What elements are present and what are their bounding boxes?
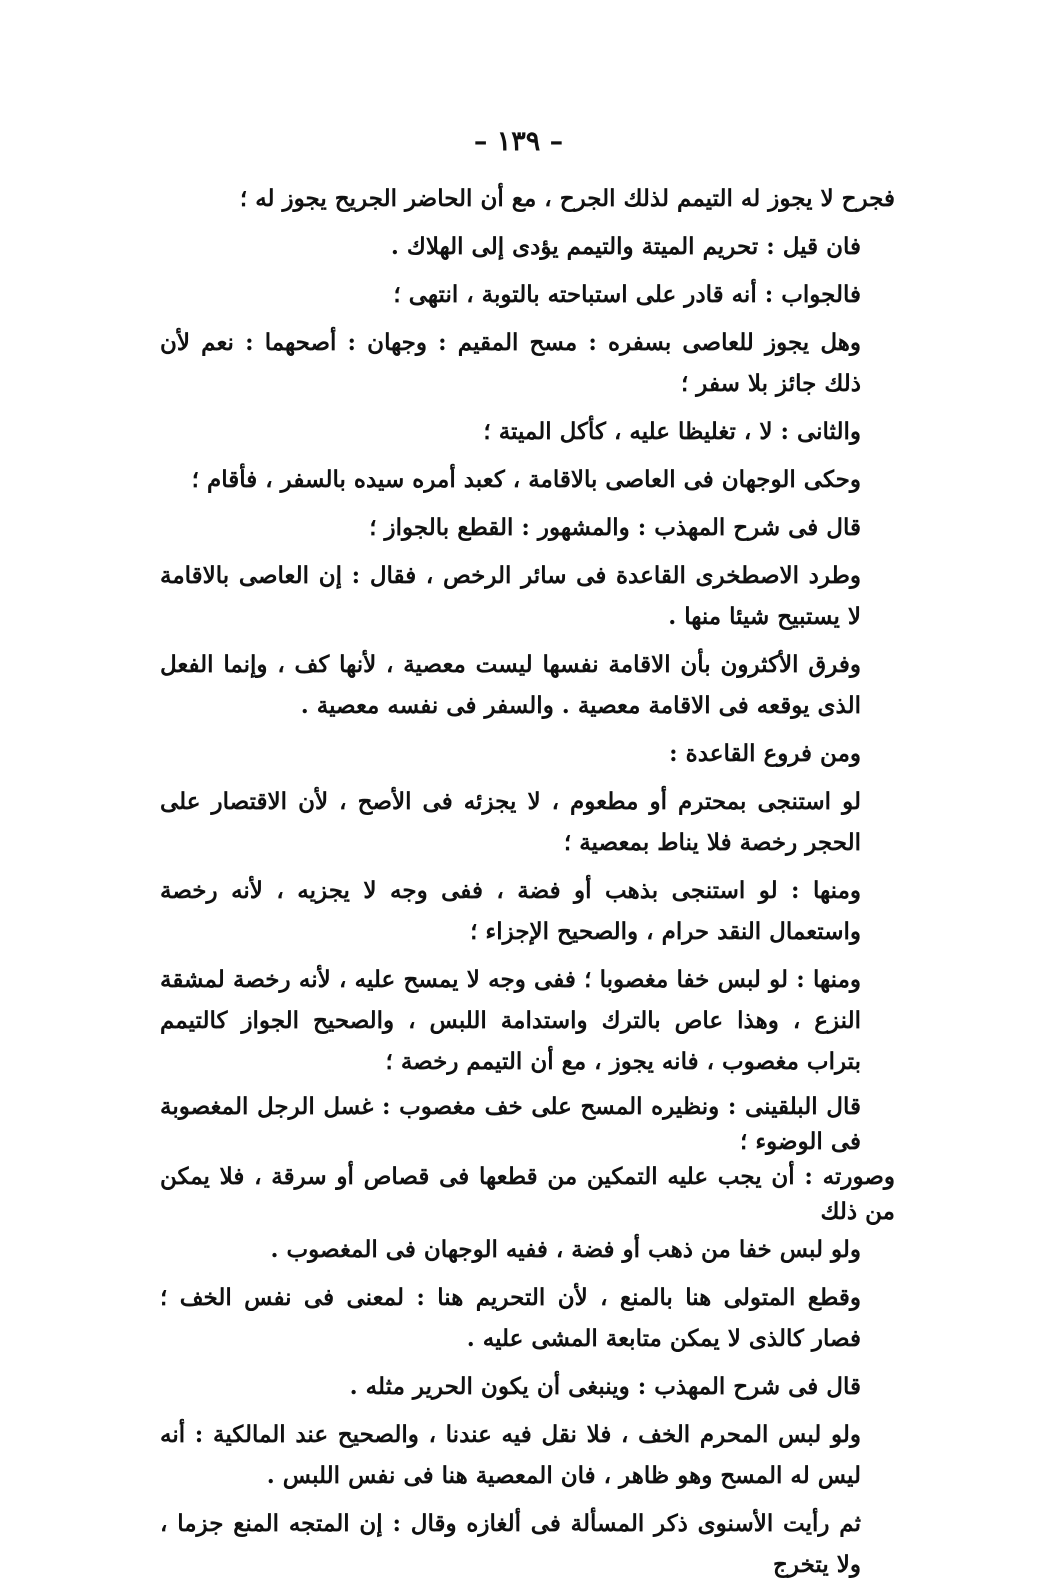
paragraph-4: وهل يجوز للعاصى بسفره : مسح المقيم : وجهان : أصحهما : نعم لأن ذلك جائز بلا سفر ؛ bbox=[160, 329, 861, 397]
paragraph-7: قال فى شرح المهذب : والمشهور : القطع بالجواز ؛ bbox=[369, 514, 861, 541]
page-number: – ١٣٩ – bbox=[473, 126, 564, 157]
paragraph-9: وفرق الأكثرون بأن الاقامة نفسها ليست معصية ، لأنها كف ، وإنما الفعل الذى يوقعه فى الاقامة معصية . والسفر فى نفسه معصية . bbox=[160, 651, 861, 719]
paragraph-14: قال البلقينى : ونظيره المسح على خف مغصوب : غسل الرجل المغصوبة فى الوضوء ؛ bbox=[160, 1093, 861, 1155]
paragraph-1: فجرح لا يجوز له التيمم لذلك الجرح ، مع أن الحاضر الجريح يجوز له ؛ bbox=[239, 185, 895, 212]
paragraph-19: ولو لبس المحرم الخف ، فلا نقل فيه عندنا ، والصحيح عند المالكية : أنه ليس له المسح وهو ظاهر ، فان المعصية هنا فى نفس اللبس . bbox=[160, 1421, 861, 1489]
paragraph-8: وطرد الاصطخرى القاعدة فى سائر الرخص ، فقال : إن العاصى بالاقامة لا يستبيح شيئا منها . bbox=[160, 562, 861, 630]
paragraph-16: ولو لبس خفا من ذهب أو فضة ، ففيه الوجهان فى المغصوب . bbox=[270, 1236, 861, 1263]
paragraph-15: وصورته : أن يجب عليه التمكين من قطعها فى قصاص أو سرقة ، فلا يمكن من ذلك bbox=[160, 1163, 895, 1225]
paragraph-2: فان قيل : تحريم الميتة والتيمم يؤدى إلى الهلاك . bbox=[390, 233, 861, 260]
paragraph-20: ثم رأيت الأسنوى ذكر المسألة فى ألغازه وقال : إن المتجه المنع جزما ، ولا يتخرج bbox=[160, 1510, 861, 1578]
paragraph-12: ومنها : لو استنجى بذهب أو فضة ، ففى وجه لا يجزيه ، لأنه رخصة واستعمال النقد حرام ، والصحيح الإجزاء ؛ bbox=[160, 877, 861, 945]
paragraph-6: وحكى الوجهان فى العاصى بالاقامة ، كعبد أمره سيده بالسفر ، فأقام ؛ bbox=[191, 466, 861, 493]
paragraph-10: ومن فروع القاعدة : bbox=[669, 740, 861, 767]
paragraph-13: ومنها : لو لبس خفا مغصوبا ؛ ففى وجه لا يمسح عليه ، لأنه رخصة لمشقة النزع ، وهذا عاص بالترك واستدامة اللبس ، والصحيح الجواز كالتيمم بتراب مغصوب ، فانه يجوز ، مع أن التيمم رخصة ؛ bbox=[160, 966, 861, 1075]
body-text bbox=[160, 178, 895, 1592]
paragraph-5: والثانى : لا ، تغليظا عليه ، كأكل الميتة ؛ bbox=[483, 418, 861, 445]
paragraph-3: فالجواب : أنه قادر على استباحته بالتوبة ، انتهى ؛ bbox=[393, 281, 861, 308]
paragraph-18: قال فى شرح المهذب : وينبغى أن يكون الحرير مثله . bbox=[349, 1373, 861, 1400]
paragraph-17: وقطع المتولى هنا بالمنع ، لأن التحريم هنا : لمعنى فى نفس الخف ؛ فصار كالذى لا يمكن متابعة المشى عليه . bbox=[160, 1284, 861, 1352]
paragraph-11: لو استنجى بمحترم أو مطعوم ، لا يجزئه فى الأصح ، لأن الاقتصار على الحجر رخصة فلا يناط بمعصية ؛ bbox=[160, 788, 861, 856]
